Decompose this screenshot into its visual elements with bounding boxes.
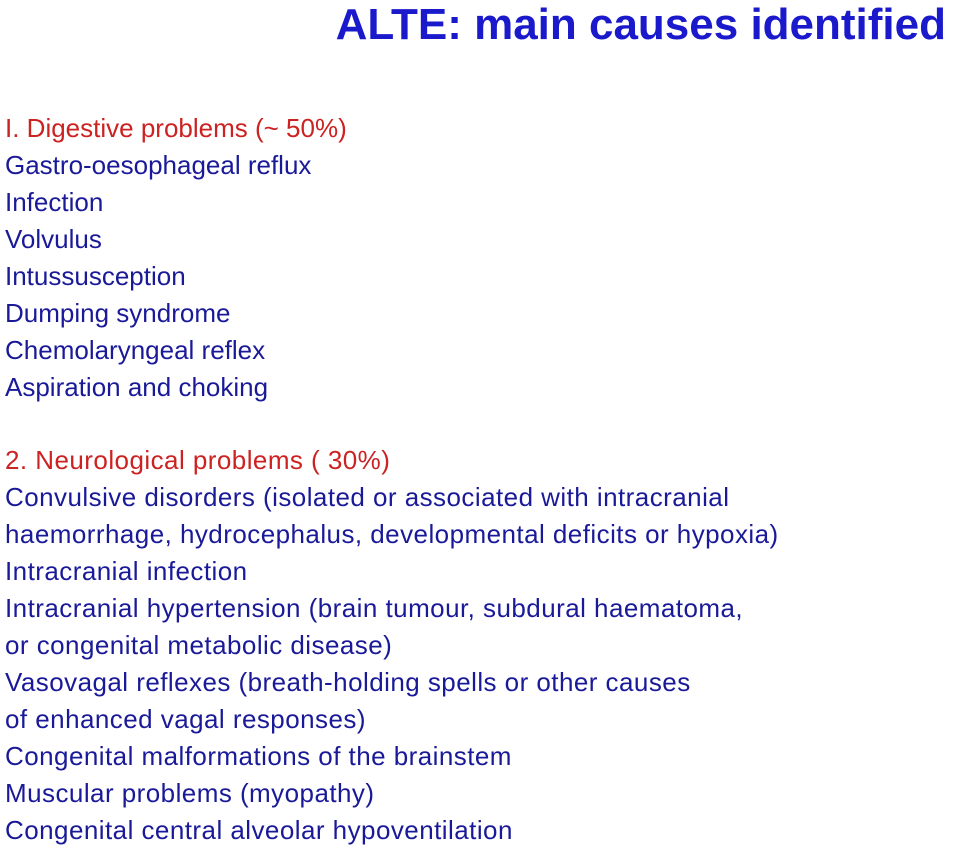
list-item: Infection [5, 187, 104, 217]
list-item: Dumping syndrome [5, 298, 231, 328]
list-item: Intussusception [5, 261, 186, 291]
list-item: Chemolaryngeal reflex [5, 335, 266, 365]
list-item: Intracranial hypertension (brain tumour, subdural haematoma, [5, 593, 744, 623]
list-item: or congenital metabolic disease) [5, 630, 393, 660]
list-item: Volvulus [5, 224, 102, 254]
list-item: Congenital malformations of the brainstem [5, 741, 512, 771]
slide-title: ALTE: main causes identified [335, 0, 946, 49]
list-item: haemorrhage, hydrocephalus, developmental deficits or hypoxia) [5, 519, 779, 549]
list-item: Muscular problems (myopathy) [5, 778, 375, 808]
section-neurological-problems [5, 442, 779, 849]
list-item: Intracranial infection [5, 556, 248, 586]
section-digestive-problems [5, 110, 347, 406]
list-item: Congenital central alveolar hypoventilation [5, 815, 513, 845]
section-heading: I. Digestive problems (~ 50%) [5, 113, 347, 143]
list-item: Aspiration and choking [5, 372, 269, 402]
list-item: Convulsive disorders (isolated or associated with intracranial [5, 482, 730, 512]
list-item: Gastro-oesophageal reflux [5, 150, 312, 180]
list-item: Vasovagal reflexes (breath-holding spells or other causes [5, 667, 691, 697]
section-heading: 2. Neurological problems ( 30%) [5, 445, 391, 475]
list-item: of enhanced vagal responses) [5, 704, 366, 734]
